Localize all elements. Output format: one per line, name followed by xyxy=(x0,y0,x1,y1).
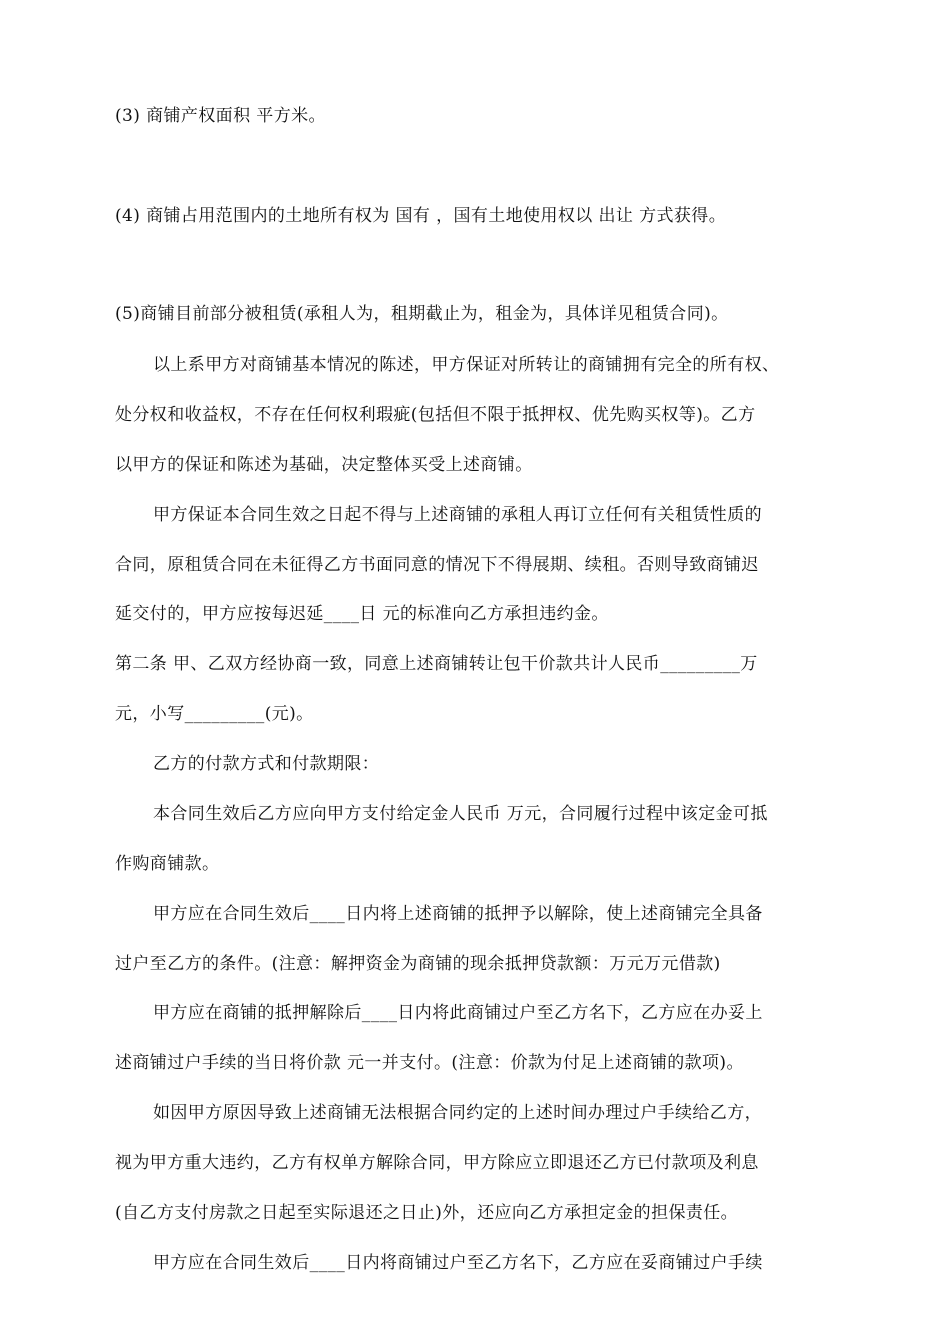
paragraph-line: 甲方应在合同生效后____日内将商铺过户至乙方名下，乙方应在妥商铺过户手续 xyxy=(153,1253,763,1273)
paragraph-line: 以甲方的保证和陈述为基础，决定整体买受上述商铺。 xyxy=(115,455,533,475)
paragraph-line: 述商铺过户手续的当日将价款 元一并支付。(注意：价款为付足上述商铺的款项)。 xyxy=(115,1053,744,1073)
clause-5-lease: (5)商铺目前部分被租赁(承租人为，租期截止为，租金为，具体详见租赁合同)。 xyxy=(115,304,729,324)
paragraph-line: 延交付的，甲方应按每迟延____日 元的标准向乙方承担违约金。 xyxy=(115,604,609,624)
payment-terms-heading: 乙方的付款方式和付款期限： xyxy=(153,754,380,774)
paragraph-line: (自乙方支付房款之日起至实际退还之日止)外，还应向乙方承担定金的担保责任。 xyxy=(115,1203,739,1223)
article-2-heading-line: 第二条 甲、乙双方经协商一致，同意上述商铺转让包干价款共计人民币_________万 xyxy=(115,654,758,674)
paragraph-line: 以上系甲方对商铺基本情况的陈述，甲方保证对所转让的商铺拥有完全的所有权、 xyxy=(153,355,780,375)
paragraph-line: 甲方应在商铺的抵押解除后____日内将此商铺过户至乙方名下，乙方应在办妥上 xyxy=(153,1003,763,1023)
paragraph-line: 本合同生效后乙方应向甲方支付给定金人民币 万元，合同履行过程中该定金可抵 xyxy=(153,804,768,824)
paragraph-line: 作购商铺款。 xyxy=(115,854,220,874)
clause-4-land-rights: (4) 商铺占用范围内的土地所有权为 国有 ，国有土地使用权以 出让 方式获得。 xyxy=(115,206,727,226)
clause-3-area: (3) 商铺产权面积 平方米。 xyxy=(115,106,326,126)
paragraph-line: 处分权和收益权，不存在任何权利瑕疵(包括但不限于抵押权、优先购买权等)。乙方 xyxy=(115,405,756,425)
paragraph-line: 元，小写_________(元)。 xyxy=(115,704,314,724)
paragraph-line: 甲方保证本合同生效之日起不得与上述商铺的承租人再订立任何有关租赁性质的 xyxy=(153,505,762,525)
paragraph-line: 如因甲方原因导致上述商铺无法根据合同约定的上述时间办理过户手续给乙方， xyxy=(153,1103,762,1123)
paragraph-line: 合同，原租赁合同在未征得乙方书面同意的情况下不得展期、续租。否则导致商铺迟 xyxy=(115,555,759,575)
paragraph-line: 过户至乙方的条件。(注意：解押资金为商铺的现余抵押贷款额：万元万元借款) xyxy=(115,954,721,974)
paragraph-line: 甲方应在合同生效后____日内将上述商铺的抵押予以解除，使上述商铺完全具备 xyxy=(153,904,763,924)
paragraph-line: 视为甲方重大违约，乙方有权单方解除合同，甲方除应立即退还乙方已付款项及利息 xyxy=(115,1153,759,1173)
